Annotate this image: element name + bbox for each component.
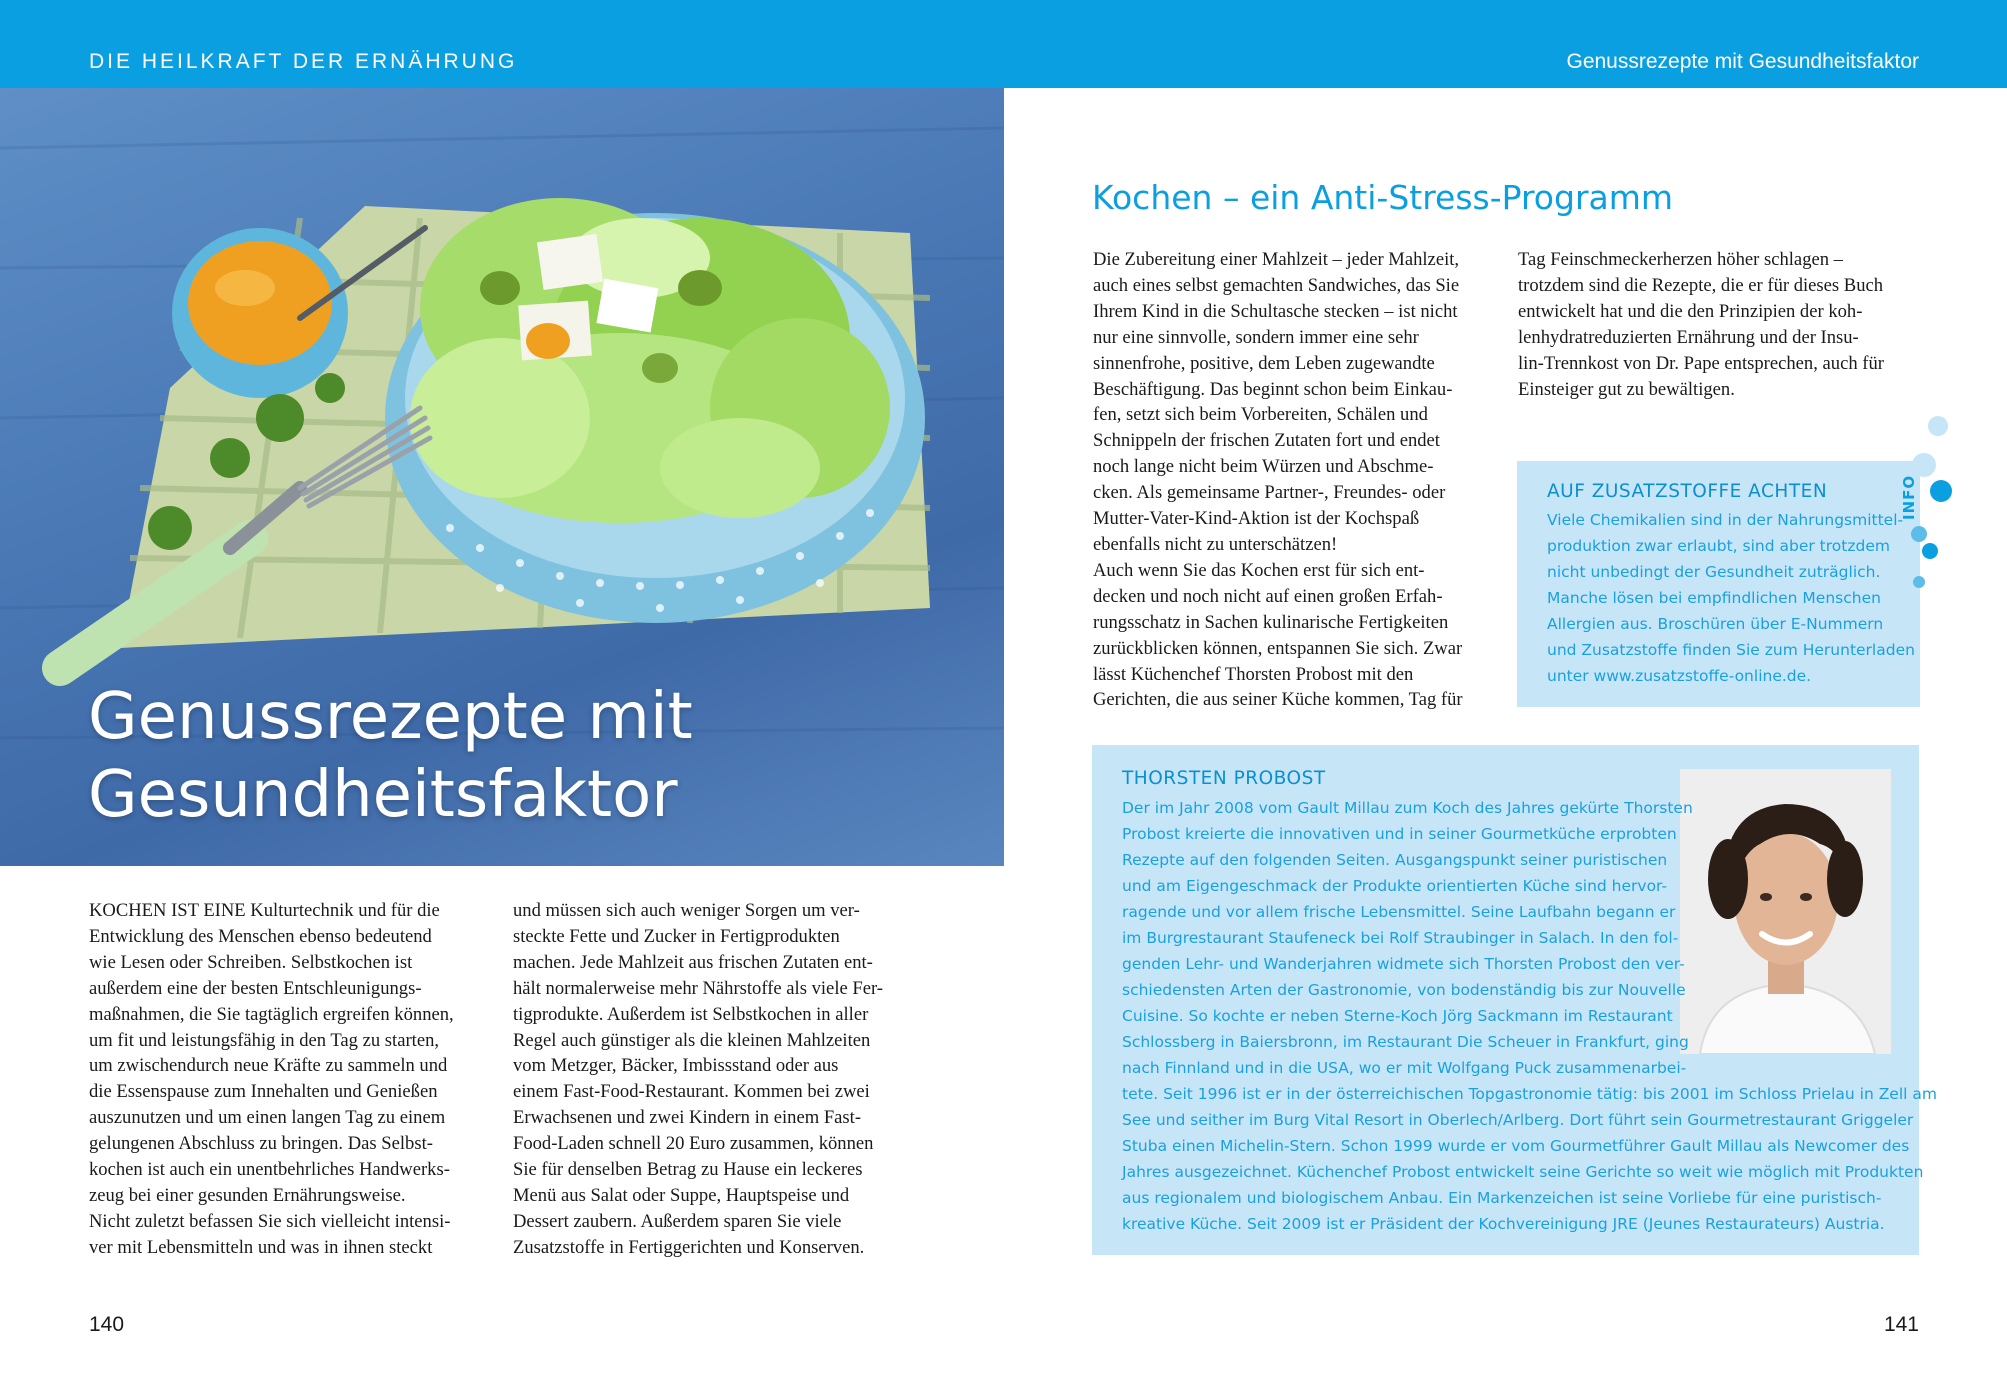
decor-dot-icon <box>1922 543 1938 559</box>
decor-dot-icon <box>1928 416 1948 436</box>
text-line: tete. Seit 1996 ist er in der österreichischen Topgastronomie tätig: bis 2001 im Schloss Prielau in Zell am <box>1122 1085 1937 1103</box>
text-line: trotzdem sind die Rezepte, die er für dieses Buch <box>1518 274 1884 296</box>
text-line: lässt Küchenchef Thorsten Probost mit den <box>1093 663 1414 685</box>
text-line: Menü aus Salat oder Suppe, Hauptspeise und <box>513 1184 850 1206</box>
text-line: Zusatzstoffe in Fertiggerichten und Konserven. <box>513 1236 865 1258</box>
text-line: Sie für denselben Betrag zu Hause ein leckeres <box>513 1159 863 1181</box>
text-line: Viele Chemikalien sind in der Nahrungsmittel- <box>1547 511 1904 529</box>
text-line: und am Eigengeschmack der Produkte orientierten Küche sind hervor- <box>1122 877 1668 895</box>
text-line: Mutter-Vater-Kind-Aktion ist der Kochspaß <box>1093 508 1420 530</box>
text-line: und Zusatzstoffe finden Sie zum Herunterladen <box>1547 641 1915 659</box>
text-line: noch lange nicht beim Würzen und Abschme- <box>1093 456 1434 478</box>
text-line: Probost kreierte die innovativen und in seiner Gourmetküche erprobten <box>1122 825 1677 843</box>
text-line: Auch wenn Sie das Kochen erst für sich ent- <box>1093 559 1425 581</box>
info-box <box>1517 461 1920 707</box>
text-line: aus regionalem und biologischem Anbau. Ein Markenzeichen ist seine Vorliebe für eine puristisch- <box>1122 1189 1882 1207</box>
text-line: auszunutzen und um einen langen Tag zu einem <box>89 1107 446 1129</box>
text-line: Regel auch günstiger als die kleinen Mahlzeiten <box>513 1029 871 1051</box>
right-column-1 <box>1093 247 1493 713</box>
text-line: unter www.zusatzstoffe-online.de. <box>1547 667 1812 685</box>
decor-dot-icon <box>1912 453 1936 477</box>
left-column-2 <box>513 898 913 1261</box>
text-line: einem Fast-Food-Restaurant. Kommen bei zwei <box>513 1081 870 1103</box>
text-line: Schlossberg in Baiersbronn, im Restaurant Die Scheuer in Frankfurt, ging <box>1122 1033 1689 1051</box>
text-line: schiedensten Arten der Gastronomie, von bodenständig bis zur Nouvelle <box>1122 981 1686 999</box>
text-line: kochen ist auch ein unentbehrliches Handwerks- <box>89 1159 450 1181</box>
text-line: ragende und vor allem frische Lebensmittel. Seine Laufbahn begann er <box>1122 903 1676 921</box>
text-line: Jahres ausgezeichnet. Küchenchef Probost entwickelt seine Gerichte so weit wie möglich mit Produkten <box>1122 1163 1924 1181</box>
right-column-2 <box>1518 247 1930 402</box>
text-line: Nicht zuletzt befassen Sie sich vielleicht intensi- <box>89 1210 451 1232</box>
info-box-text <box>1547 507 1915 689</box>
running-head-right: Genussrezepte mit Gesundheitsfaktor <box>1566 50 1919 73</box>
photo-title-line1: Genussrezepte mit <box>88 680 693 754</box>
text-line: Entwicklung des Menschen ebenso bedeutend <box>89 925 432 947</box>
text-line: wie Lesen oder Schreiben. Selbstkochen ist <box>89 951 413 973</box>
decor-dot-icon <box>1911 526 1927 542</box>
info-tag: INFO <box>1900 474 1918 520</box>
page-number-left: 140 <box>89 1313 125 1336</box>
text-line: Food-Laden schnell 20 Euro zusammen, können <box>513 1133 874 1155</box>
text-line: Tag Feinschmeckerherzen höher schlagen – <box>1518 249 1843 270</box>
text-line: hält normalerweise mehr Nährstoffe als viele Fer- <box>513 977 883 999</box>
bio-box-title: THORSTEN PROBOST <box>1122 768 1326 789</box>
text-line: vom Metzger, Bäcker, Imbissstand oder aus <box>513 1055 839 1077</box>
text-line: maßnahmen, die Sie tagtäglich ergreifen können, <box>89 1003 454 1025</box>
text-line: zeug bei einer gesunden Ernährungsweise. <box>89 1184 406 1206</box>
decor-dot-icon <box>1930 480 1952 502</box>
text-line: Rezepte auf den folgenden Seiten. Ausgangspunkt seiner puristischen <box>1122 851 1668 869</box>
text-line: decken und noch nicht auf einen großen Erfah- <box>1093 585 1443 607</box>
text-line: Stuba einen Michelin-Stern. Schon 1999 wurde er vom Gourmetführer Gault Millau als Newcomer des <box>1122 1137 1910 1155</box>
decor-dot-icon <box>1913 576 1925 588</box>
text-line: auch eines selbst gemachten Sandwiches, das Sie <box>1093 274 1460 296</box>
text-line: KOCHEN IST EINE Kulturtechnik und für die <box>89 900 440 921</box>
text-line: um fit und leistungsfähig in den Tag zu starten, <box>89 1029 440 1051</box>
text-line: cken. Als gemeinsame Partner-, Freundes- oder <box>1093 482 1446 504</box>
text-line: See und seither im Burg Vital Resort in Oberlech/Arlberg. Dort führt sein Gourmetrestaurant Griggeler <box>1122 1111 1914 1129</box>
text-line: Die Zubereitung einer Mahlzeit – jeder Mahlzeit, <box>1093 249 1460 270</box>
text-line: genden Lehr- und Wanderjahren widmete sich Thorsten Probost den ver- <box>1122 955 1685 973</box>
photo-title <box>88 678 693 834</box>
text-line: ver mit Lebensmitteln und was in ihnen steckt <box>89 1236 433 1258</box>
text-line: gelungenen Abschluss zu bringen. Das Selbst- <box>89 1133 433 1155</box>
text-line: produktion zwar erlaubt, sind aber trotzdem <box>1547 537 1890 555</box>
text-line: sinnenfrohe, positive, dem Leben zugewandte <box>1093 352 1435 374</box>
text-line: Ihrem Kind in die Schultasche stecken – ist nicht <box>1093 300 1458 322</box>
photo-title-line2: Gesundheitsfaktor <box>88 758 678 832</box>
text-line: rungsschatz in Sachen kulinarische Fertigkeiten <box>1093 611 1449 633</box>
text-line: Schnippeln der frischen Zutaten fort und endet <box>1093 430 1440 452</box>
text-line: Manche lösen bei empfindlichen Menschen <box>1547 589 1881 607</box>
text-line: zurückblicken können, entspannen Sie sich. Zwar <box>1093 637 1463 659</box>
text-line: kreative Küche. Seit 2009 ist er Präsident der Kochvereinigung JRE (Jeunes Restaurateurs) Austria. <box>1122 1215 1885 1233</box>
text-line: machen. Jede Mahlzeit aus frischen Zutaten ent- <box>513 951 873 973</box>
text-line: ebenfalls nicht zu unterschätzen! <box>1093 533 1338 555</box>
section-heading: Kochen – ein Anti-Stress-Programm <box>1092 178 1674 217</box>
text-line: um zwischendurch neue Kräfte zu sammeln und <box>89 1055 448 1077</box>
text-line: nur eine sinnvolle, sondern immer eine sehr <box>1093 326 1419 348</box>
bio-box <box>1092 745 1937 1255</box>
text-line: tigprodukte. Außerdem ist Selbstkochen in aller <box>513 1003 869 1025</box>
text-line: Beschäftigung. Das beginnt schon beim Einkau- <box>1093 378 1453 400</box>
text-line: Erwachsenen und zwei Kindern in einem Fast- <box>513 1107 862 1129</box>
text-line: außerdem eine der besten Entschleunigungs- <box>89 977 422 999</box>
text-line: im Burgrestaurant Staufeneck bei Rolf Straubinger in Salach. In den fol- <box>1122 929 1679 947</box>
text-line: nach Finnland und in die USA, wo er mit Wolfgang Puck zusammenarbei- <box>1122 1059 1687 1077</box>
text-line: lenhydratreduzierten Ernährung und der Insu- <box>1518 326 1859 348</box>
info-box-title: AUF ZUSATZSTOFFE ACHTEN <box>1547 481 1828 502</box>
text-line: die Essenspause zum Innehalten und Genießen <box>89 1081 438 1103</box>
text-line: fen, setzt sich beim Vorbereiten, Schälen und <box>1093 404 1428 426</box>
text-line: Gerichten, die aus seiner Küche kommen, Tag für <box>1093 689 1463 711</box>
text-line: Der im Jahr 2008 vom Gault Millau zum Koch des Jahres gekürte Thorsten <box>1122 799 1693 817</box>
text-line: Dessert zaubern. Außerdem sparen Sie viele <box>513 1210 842 1232</box>
text-line: steckte Fette und Zucker in Fertigprodukten <box>513 925 840 947</box>
left-column-1 <box>89 898 489 1261</box>
text-line: Cuisine. So kochte er neben Sterne-Koch Jörg Sackmann im Restaurant <box>1122 1007 1673 1025</box>
bio-box-text <box>1122 795 1937 1237</box>
running-head-left: DIE HEILKRAFT DER ERNÄHRUNG <box>89 50 518 73</box>
header-bar <box>0 0 2007 88</box>
text-line: Einsteiger gut zu bewältigen. <box>1518 378 1735 400</box>
text-line: lin-Trennkost von Dr. Pape entsprechen, auch für <box>1518 352 1884 374</box>
text-line: und müssen sich auch weniger Sorgen um ver- <box>513 900 860 921</box>
text-line: nicht unbedingt der Gesundheit zuträglich. <box>1547 563 1881 581</box>
text-line: entwickelt hat und die den Prinzipien der koh- <box>1518 300 1863 322</box>
text-line: Allergien aus. Broschüren über E-Nummern <box>1547 615 1884 633</box>
page-number-right: 141 <box>1883 1313 1919 1336</box>
salad-photo <box>0 88 1004 866</box>
